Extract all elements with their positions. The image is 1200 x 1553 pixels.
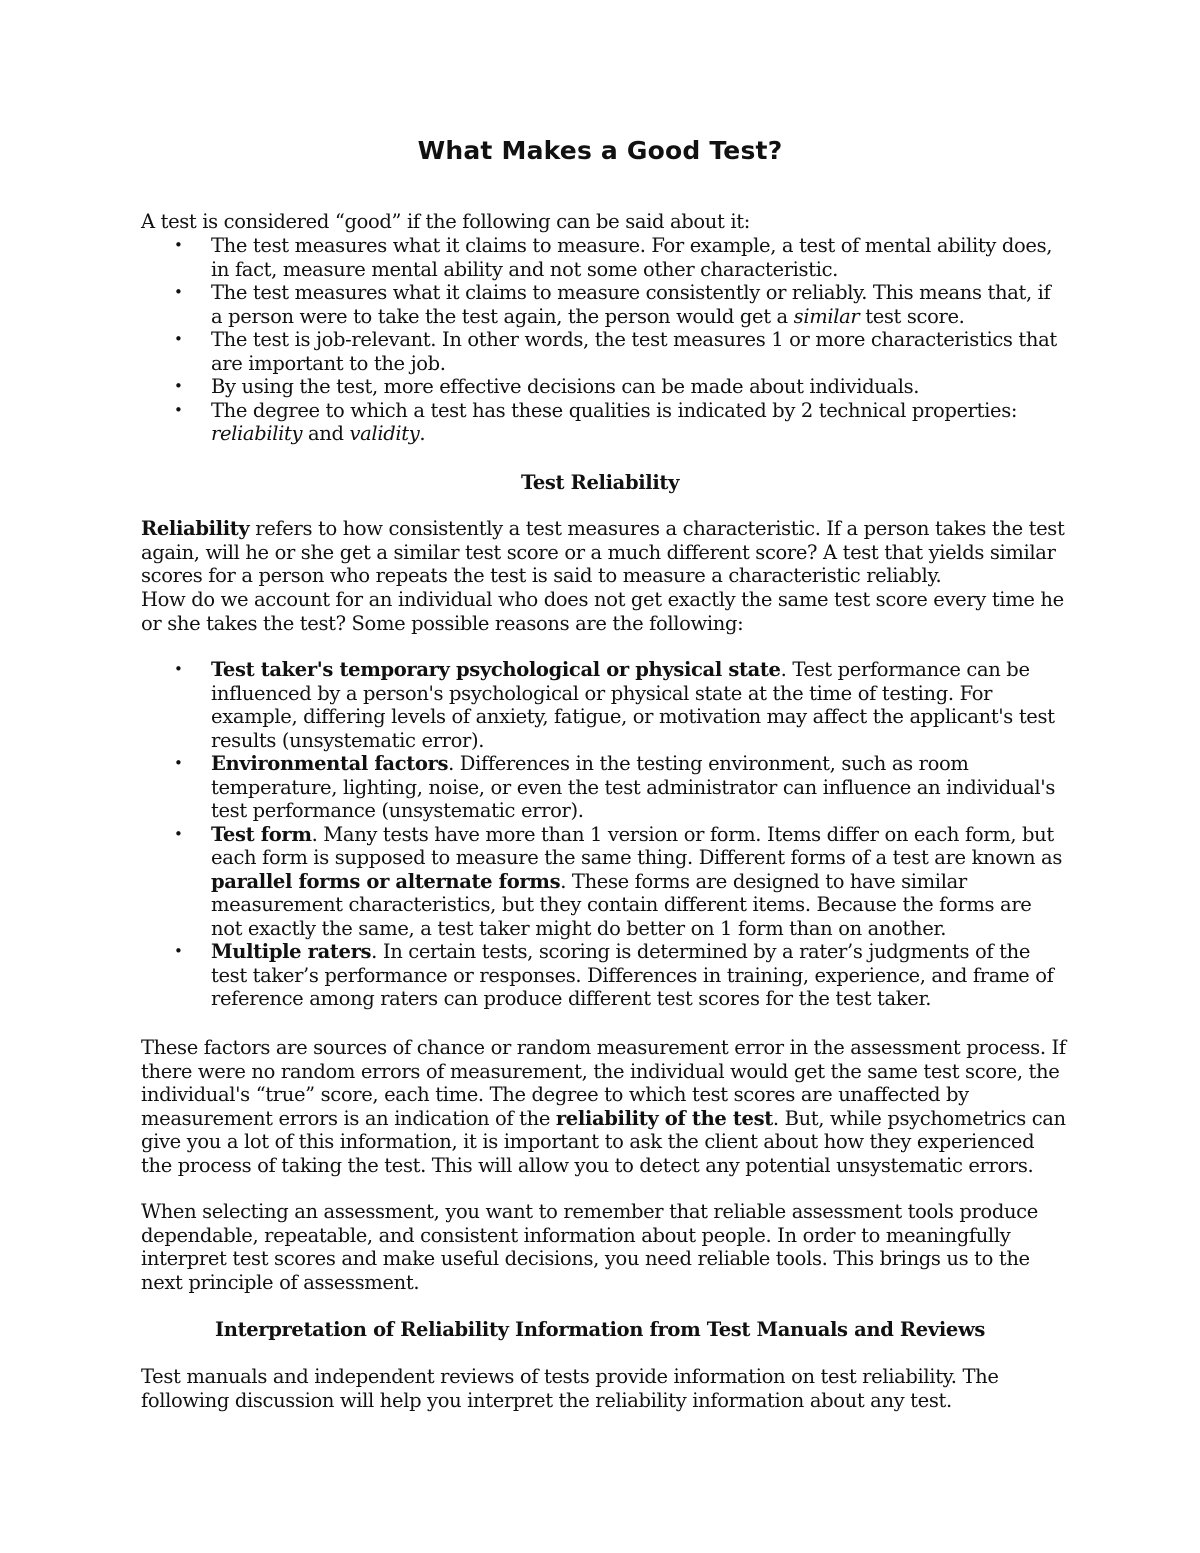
intro-bullet-list: [141, 234, 1066, 446]
bullet-icon: •: [174, 942, 183, 960]
bold-term: Test taker's temporary psychological or physical state: [211, 658, 781, 681]
reasons-paragraph: How do we account for an individual who does not get exactly the same test score every time he or she takes the test? Some possible reasons are the following:: [141, 588, 1064, 635]
bold-term: Multiple raters: [211, 940, 372, 963]
bullet-icon: •: [174, 754, 183, 772]
emphasis-text: validity: [349, 422, 420, 445]
emphasis-text: reliability: [211, 422, 303, 445]
section-heading-interpretation: Interpretation of Reliability Information from Test Manuals and Reviews: [214, 1318, 986, 1341]
bold-term: Environmental factors: [211, 752, 449, 775]
intro-paragraph: A test is considered “good” if the following can be said about it:: [141, 210, 750, 233]
list-item: • The test is job-relevant. In other words, the test measures 1 or more characteristics that are important to the job.: [174, 328, 1057, 375]
bullet-icon: •: [174, 824, 183, 843]
list-item: • Environmental factors. Differences in the testing environment, such as room temperature, lighting, noise, or even the test administrator can influence an individual's test performance (unsystematic error).: [174, 752, 1055, 822]
list-item: • Multiple raters. In certain tests, scoring is determined by a rater’s judgments of the test taker’s performance or responses. Differences in training, experience, and frame of reference among raters can produce different test scores for the test taker.: [174, 940, 1054, 1010]
bullet-icon: •: [174, 283, 183, 301]
list-item: • By using the test, more effective decisions can be made about individuals.: [174, 375, 920, 398]
bold-term: reliability of the test: [555, 1106, 773, 1130]
bullet-icon: •: [174, 236, 183, 254]
test-manuals-paragraph: Test manuals and independent reviews of tests provide information on test reliability. The following discussion will help you interpret the reliability information about any test.: [141, 1365, 999, 1412]
list-item: • The test measures what it claims to measure. For example, a test of mental ability does, in fact, measure mental ability and not some other characteristic.: [174, 234, 1053, 281]
section-heading-test-reliability: Test Reliability: [520, 471, 680, 494]
bullet-icon: •: [174, 400, 183, 419]
bold-term: Test form: [211, 822, 312, 846]
selecting-assessment-paragraph: When selecting an assessment, you want to remember that reliable assessment tools produce dependable, repeatable, and consistent information about people. In order to meaningfully interpret test scores and make useful decisions, you need reliable tools. This brings us to the next principle of assessment.: [141, 1200, 1038, 1294]
bullet-icon: •: [174, 377, 183, 395]
list-item: • The test measures what it claims to measure consistently or reliably. This means that, if a person were to take the test again, the person would get a similar test score.: [174, 281, 1051, 328]
emphasis-text: similar: [793, 304, 860, 328]
bold-term: parallel forms or alternate forms: [211, 869, 561, 893]
list-item: • Test form. Many tests have more than 1 version or form. Items differ on each form, but each form is supposed to measure the same thing. Different forms of a test are known as parallel forms or alternate forms. These forms are designed to have similar measurement characteristics, but they contain different items. Because the forms are not exactly the same, a test taker might do better on 1 form than on another.: [174, 822, 1062, 940]
bold-term: Reliability: [141, 517, 250, 540]
list-item: • The degree to which a test has these qualities is indicated by 2 technical properties: reliability and validity.: [174, 398, 1018, 445]
reliability-paragraph: Reliability refers to how consistently a test measures a characteristic. If a person takes the test again, will he or she get a similar test score or a much different score? A test that yields similar scores for a person who repeats the test is said to measure a characteristic reliably.: [141, 517, 1065, 587]
factors-bullet-list: [141, 658, 1066, 1011]
document-title: What Makes a Good Test?: [417, 136, 783, 165]
bullet-icon: •: [174, 330, 183, 348]
bullet-icon: •: [174, 660, 183, 678]
list-item: • Test taker's temporary psychological or physical state. Test performance can be influenced by a person's psychological or physical state at the time of testing. For example, differing levels of anxiety, fatigue, or motivation may affect the applicant's test results (unsystematic error).: [174, 658, 1055, 752]
measurement-error-paragraph: These factors are sources of chance or random measurement error in the assessment process. If there were no random errors of measurement, the individual would get the same test score, the individual's “true” score, each time. The degree to which test scores are unaffected by measurement errors is an indication of the reliability of the test. But, while psychometrics can give you a lot of this information, it is important to ask the client about how they experienced the process of taking the test. This will allow you to detect any potential unsystematic errors.: [141, 1036, 1066, 1177]
